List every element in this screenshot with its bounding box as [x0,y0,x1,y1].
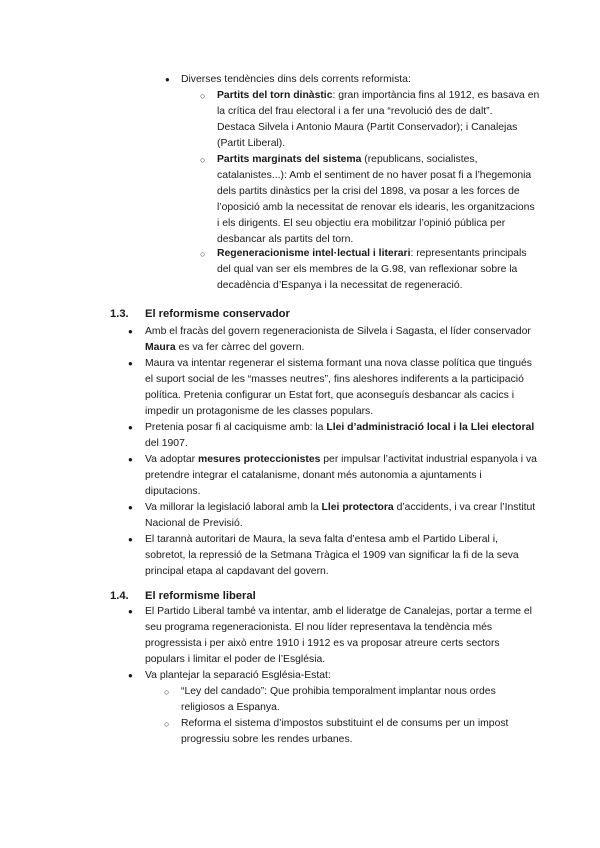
item-text: decadència d’Espanya i la necessitat de regeneració. [217,280,463,291]
item-text: (Partit Liberal). [217,138,286,149]
item-text: la crítica del frau electoral i a fer una “revolució des de dalt”. [217,106,493,117]
item-text: dels partits dinàstics per la crisi del 1898, va posar a les forces de [217,186,520,197]
paragraph-line [145,452,537,468]
section-number: 1.3. [110,308,129,320]
paragraph-line: pretendre integrar el catalanisme, donant més autonomia a ajuntaments i [145,470,482,481]
bold-term: Maura [145,342,176,353]
text-span: Pretenia posar fi al caciquisme amb: la [145,422,327,433]
paragraph-line [145,500,535,516]
circle-bullet-icon: ○ [164,687,170,697]
bullet-icon: ● [165,75,170,84]
paragraph-line: política. Pretenia configurar un Estat fort, que aconseguís desbancar als cacics i [145,390,515,401]
bullet-icon: ● [128,535,133,544]
bold-term: mesures proteccionistes [197,454,321,465]
bold-term: Llei d’administració local i la Llei electoral [326,422,535,433]
bullet-icon: ● [128,359,133,368]
bullet-icon: ● [128,607,133,616]
text-span: Va adoptar [145,454,198,465]
circle-bullet-icon: ○ [200,155,206,165]
paragraph-line: principal etapa al capdavant del govern. [145,566,329,577]
list-item [217,246,527,262]
paragraph-line: diputacions. [145,486,201,497]
text-span: per impulsar l’activitat industrial espanyola i va [320,454,537,465]
sub-item-line: religiosos a Espanya. [181,702,280,713]
paragraph-line: progressista i per això entre 1910 i 1912 es va proposar atreure certs sectors [145,638,500,649]
paragraph-line: Va plantejar la separació Església-Estat: [145,670,331,681]
item-text: Destaca Silvela i Antonio Maura (Partit Conservador); i Canalejas [217,122,518,133]
item-text: l’oposició amb la necessitat de renovar els idearis, les organitzacions [217,202,535,213]
bullet-icon: ● [128,503,133,512]
bullet-icon: ● [128,671,133,680]
item-text: desbancar als partits del torn. [217,234,354,245]
paragraph-line [145,420,534,436]
paragraph-line: Maura va intentar regenerar el sistema formant una nova classe política que tingués [145,358,532,369]
item-text: del qual van ser els membres de la G.98, van reflexionar sobre la [217,264,518,275]
sub-item-line: Reforma el sistema d’impostos substituint el de consums per un impost [181,718,509,729]
section-title: El reformisme liberal [145,590,256,602]
item-text: : gran importància fins al 1912, es basava en [332,90,540,101]
paragraph-line: del 1907. [145,438,188,449]
bullet-icon: ● [128,327,133,336]
section-title: El reformisme conservador [145,308,290,320]
circle-bullet-icon: ○ [200,249,206,259]
item-text: : representants principals [410,248,527,259]
bold-term: Llei protectora [321,502,394,513]
paragraph-line: El Partido Liberal també va intentar, amb el lideratge de Canalejas, portar a terme el [145,606,532,617]
paragraph-line [145,340,304,356]
paragraph-line: el suport social de les “masses neutres”, fins aleshores indiferents a la participació [145,374,524,385]
intro-lead: Diverses tendències dins dels corrents reformista: [181,74,411,85]
list-item [217,88,539,104]
circle-bullet-icon: ○ [200,91,206,101]
paragraph-line: sobretot, la repressió de la Setmana Tràgica el 1909 van significar la fi de la seva [145,550,519,561]
item-title: Partits marginats del sistema [217,154,362,165]
bullet-icon: ● [128,423,133,432]
item-text: i els dirigents. El seu objectiu era mobilitzar l’opinió pública per [217,218,506,229]
paragraph-line: El tarannà autoritari de Maura, la seva falta d’entesa amb el Partido Liberal i, [145,534,498,545]
paragraph-line: Nacional de Previsió. [145,518,243,529]
paragraph-line: Amb el fracàs del govern regeneracionista de Silvela i Sagasta, el líder conservador [145,326,531,337]
paragraph-line: populars i limitar el poder de l’Església. [145,654,326,665]
text-span: es va fer càrrec del govern. [175,342,305,353]
list-item [217,152,477,168]
item-title: Partits del torn dinàstic [217,90,333,101]
sub-item-line: “Ley del candado”: Que prohibia temporalment implantar nous ordes [181,686,496,697]
text-span: d’accidents, i va crear l’Institut [393,502,536,513]
section-number: 1.4. [110,590,129,602]
item-text: (republicans, socialistes, [361,154,478,165]
item-text: catalanistes...): Amb el sentiment de no haver posat fi a l’hegemonia [217,170,532,181]
paragraph-line: impedir un protagonisme de les classes populars. [145,406,374,417]
text-span: Va millorar la legislació laboral amb la [145,502,322,513]
item-title: Regeneracionisme intel·lectual i literari [217,248,411,259]
paragraph-line: seu programa regeneracionista. El nou líder representava la tendència més [145,622,493,633]
sub-item-line: progressiu sobre les rendes urbanes. [181,734,353,745]
bullet-icon: ● [128,455,133,464]
circle-bullet-icon: ○ [164,719,170,729]
